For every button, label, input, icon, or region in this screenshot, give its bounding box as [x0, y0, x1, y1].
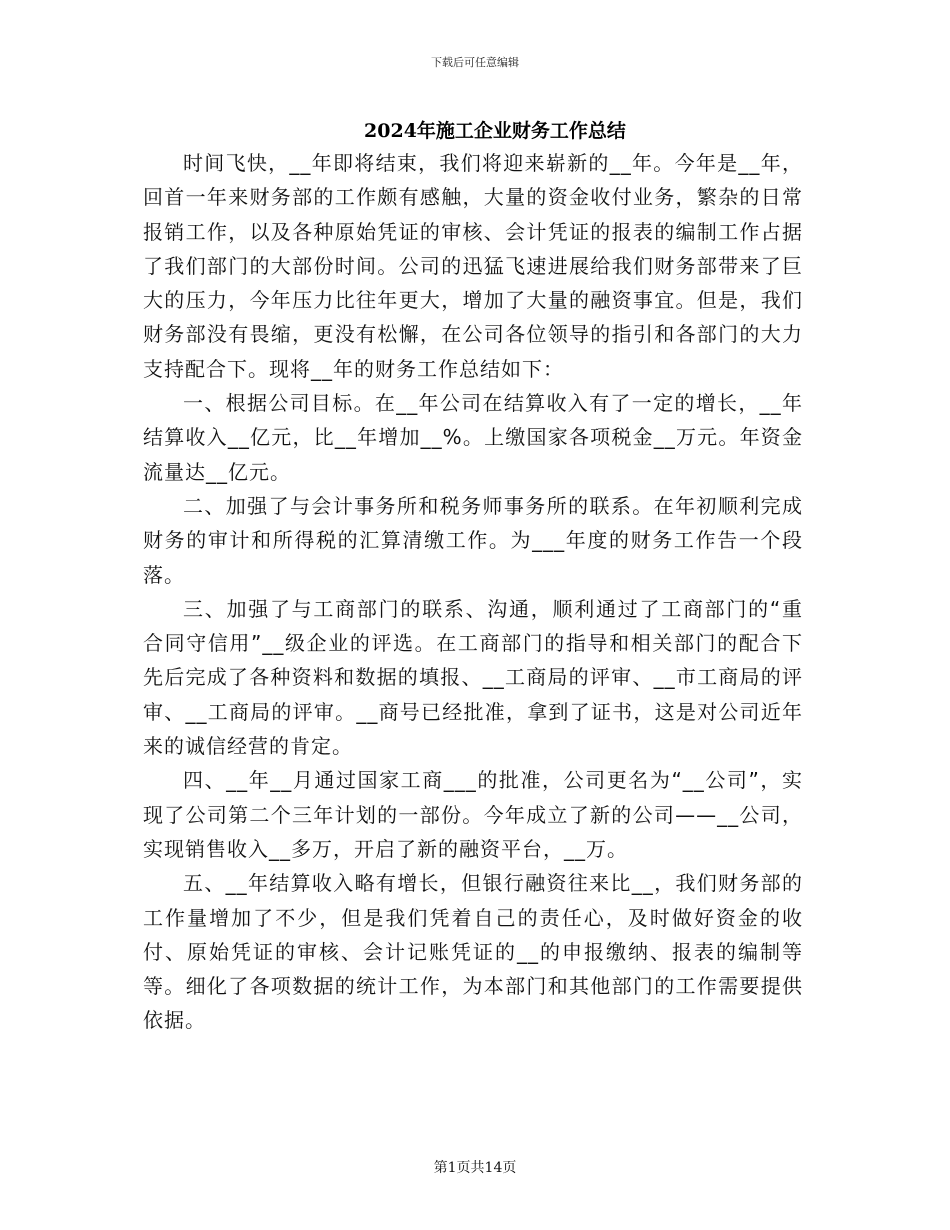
paragraph-5: 五、__年结算收入略有增长，但银行融资往来比__，我们财务部的工作量增加了不少，但是我们凭着自己的责任心，及时做好资金的收付、原始凭证的审核、会计记账凭证的__的申报缴纳、报表的编制等等。细化了各项数据的统计工作，为本部门和其他部门的工作需要提供依据。 — [143, 871, 803, 1033]
document-body — [143, 146, 803, 1038]
paragraph-intro: 时间飞快，__年即将结束，我们将迎来崭新的__年。今年是__年，回首一年来财务部的工作颇有感触，大量的资金收付业务，繁杂的日常报销工作，以及各种原始凭证的审核、会计凭证的报表的编制工作占据了我们部门的大部份时间。公司的迅猛飞速进展给我们财务部带来了巨大的压力，今年压力比往年更大，增加了大量的融资事宜。但是，我们财务部没有畏缩，更没有松懈，在公司各位领导的指引和各部门的大力支持配合下。现将__年的财务工作总结如下： — [143, 151, 803, 381]
paragraph-3: 三、加强了与工商部门的联系、沟通，顺利通过了工商部门的“重合同守信用”__级企业的评选。在工商部门的指导和相关部门的配合下先后完成了各种资料和数据的填报、__工商局的评审、__市工商局的评审、__工商局的评审。__商号已经批准，拿到了证书，这是对公司近年来的诚信经营的肯定。 — [143, 596, 803, 759]
paragraph-1: 一、根据公司目标。在__年公司在结算收入有了一定的增长，__年结算收入__亿元，比__年增加__%。上缴国家各项税金__万元。年资金流量达__亿元。 — [143, 391, 803, 484]
document-title: 2024年施工企业财务工作总结 — [364, 120, 626, 142]
paragraph-4: 四、__年__月通过国家工商___的批准，公司更名为“__公司”，实现了公司第二个三年计划的一部份。今年成立了新的公司——__公司，实现销售收入__多万，开启了新的融资平台，__万。 — [143, 768, 803, 861]
header-note: 下载后可任意编辑 — [431, 56, 519, 69]
paragraph-2: 二、加强了与会计事务所和税务师事务所的联系。在年初顺利完成财务的审计和所得税的汇算清缴工作。为___年度的财务工作告一个段落。 — [143, 493, 803, 587]
page-footer: 第1页共14页 — [433, 1160, 517, 1176]
